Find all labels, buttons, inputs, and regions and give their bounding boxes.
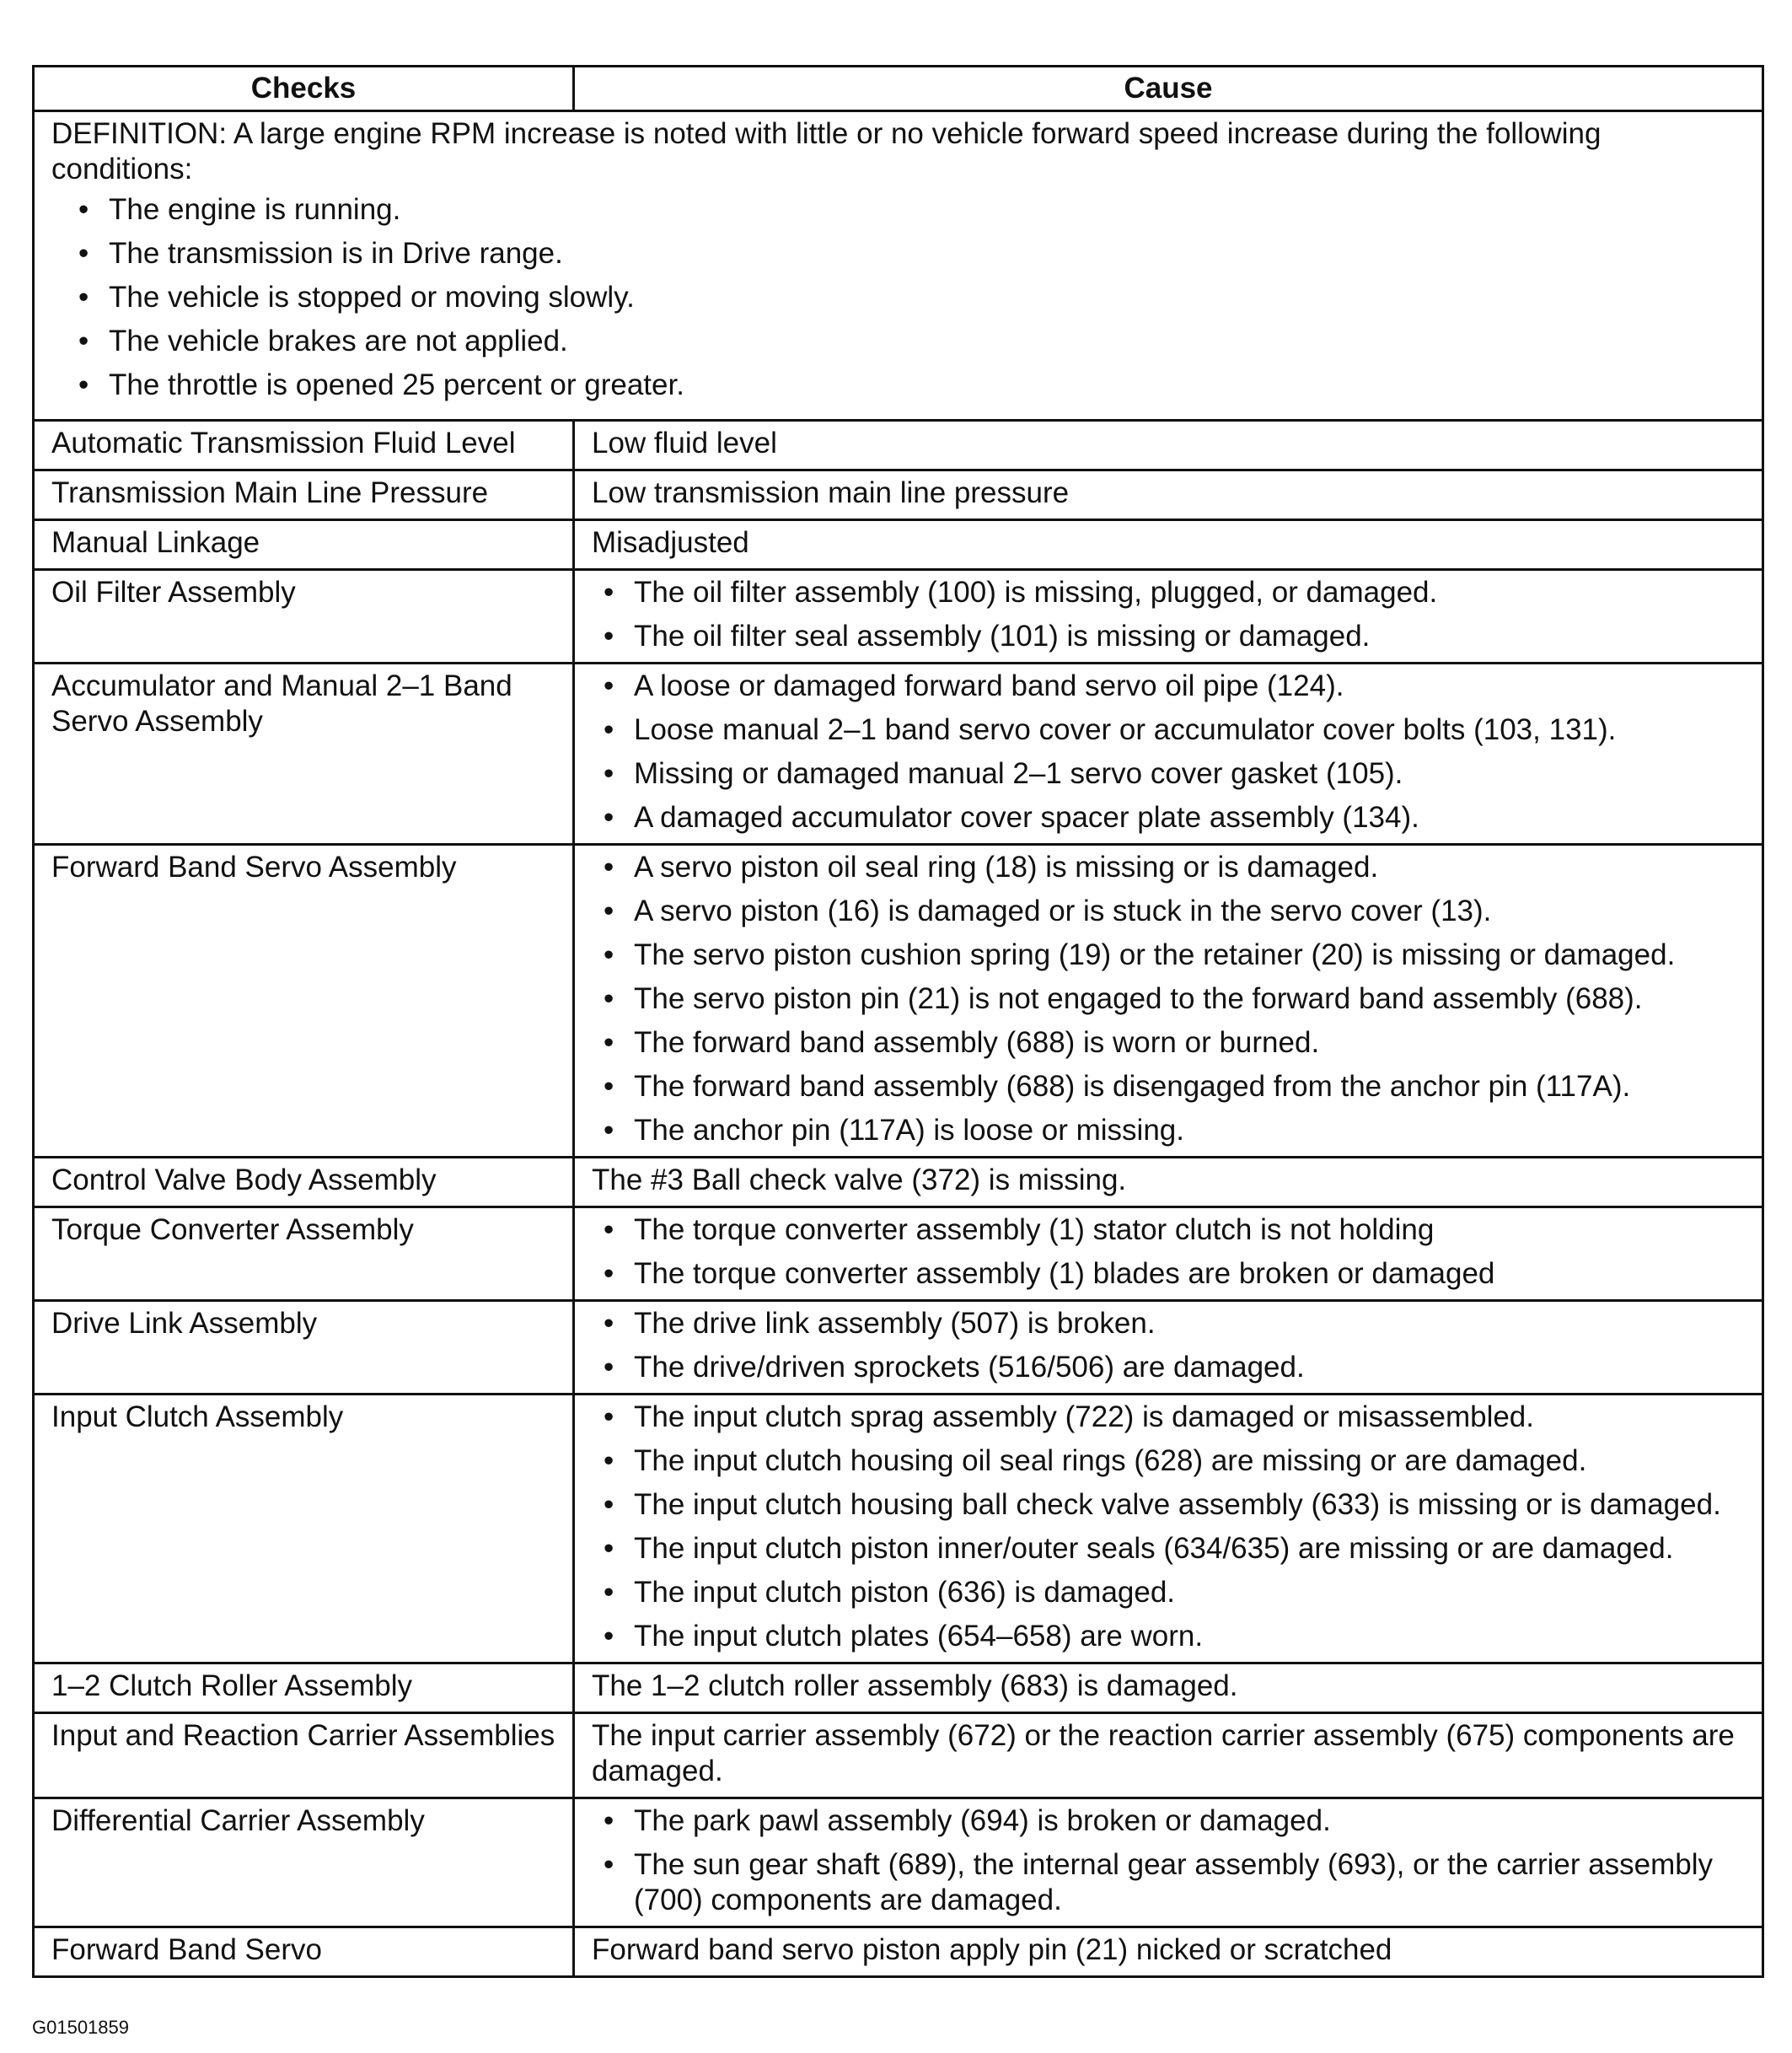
table-row: [34, 845, 1763, 1158]
cause-cell: Low transmission main line pressure: [574, 470, 1763, 520]
header-row: [34, 67, 1763, 111]
header-checks: Checks: [34, 67, 574, 111]
cause-cell: [574, 1798, 1763, 1927]
check-cell: Input Clutch Assembly: [34, 1395, 574, 1663]
check-cell: Automatic Transmission Fluid Level: [34, 421, 574, 470]
table-row: [34, 1927, 1763, 1977]
cause-item: • The sun gear shaft (689), the internal gear assembly (693), or the carrier assembly (700) components are damaged.: [592, 1847, 1745, 1918]
check-cell: Input and Reaction Carrier Assemblies: [34, 1713, 574, 1798]
condition-item: • The engine is running.: [51, 192, 1745, 228]
cause-cell: [574, 845, 1763, 1158]
definition-row: [34, 111, 1763, 421]
cause-item: • The oil filter seal assembly (101) is missing or damaged.: [592, 619, 1745, 654]
condition-item: • The transmission is in Drive range.: [51, 236, 1745, 271]
cause-cell: Misadjusted: [574, 520, 1763, 570]
cause-item: • The input clutch plates (654–658) are worn.: [592, 1619, 1745, 1654]
cause-item: • A servo piston oil seal ring (18) is missing or is damaged.: [592, 850, 1745, 885]
check-cell: Forward Band Servo Assembly: [34, 845, 574, 1158]
condition-item: • The vehicle is stopped or moving slowly.: [51, 280, 1745, 315]
table-row: [34, 570, 1763, 664]
cause-item: • The drive/driven sprockets (516/506) are damaged.: [592, 1350, 1745, 1385]
cause-item: • The forward band assembly (688) is worn or burned.: [592, 1025, 1745, 1061]
cause-item: • The servo piston cushion spring (19) or the retainer (20) is missing or damaged.: [592, 938, 1745, 973]
table-row: [34, 1395, 1763, 1663]
cause-cell: The #3 Ball check valve (372) is missing.: [574, 1158, 1763, 1207]
check-cell: Control Valve Body Assembly: [34, 1158, 574, 1207]
check-cell: Transmission Main Line Pressure: [34, 470, 574, 520]
cause-list: [592, 1306, 1745, 1385]
cause-cell: The 1–2 clutch roller assembly (683) is damaged.: [574, 1663, 1763, 1713]
cause-cell: The input carrier assembly (672) or the reaction carrier assembly (675) components are damaged.: [574, 1713, 1763, 1798]
table-row: [34, 1798, 1763, 1927]
cause-item: • Missing or damaged manual 2–1 servo cover gasket (105).: [592, 756, 1745, 792]
cause-item: • Loose manual 2–1 band servo cover or accumulator cover bolts (103, 131).: [592, 712, 1745, 748]
check-cell: Accumulator and Manual 2–1 Band Servo Assembly: [34, 664, 574, 845]
cause-item: • A loose or damaged forward band servo oil pipe (124).: [592, 669, 1745, 704]
table-row: [34, 1713, 1763, 1798]
table-row: [34, 1158, 1763, 1207]
definition-conditions: [51, 192, 1745, 403]
cause-item: • A servo piston (16) is damaged or is stuck in the servo cover (13).: [592, 894, 1745, 929]
cause-list: [592, 1400, 1745, 1654]
diagnostic-table-container: [32, 65, 1762, 1978]
definition-cell: [34, 111, 1763, 421]
cause-item: • The servo piston pin (21) is not engaged to the forward band assembly (688).: [592, 981, 1745, 1017]
cause-item: • The torque converter assembly (1) blades are broken or damaged: [592, 1256, 1745, 1292]
table-row: [34, 1301, 1763, 1395]
check-cell: Drive Link Assembly: [34, 1301, 574, 1395]
cause-item: • The torque converter assembly (1) stator clutch is not holding: [592, 1212, 1745, 1248]
definition-text: DEFINITION: A large engine RPM increase is noted with little or no vehicle forward speed increase during the following conditions:: [51, 117, 1602, 185]
condition-item: • The throttle is opened 25 percent or greater.: [51, 368, 1745, 403]
table-row: [34, 1207, 1763, 1301]
table-body: [34, 111, 1763, 1977]
table-row: [34, 520, 1763, 570]
table-row: [34, 1663, 1763, 1713]
cause-item: • The anchor pin (117A) is loose or missing.: [592, 1113, 1745, 1148]
cause-item: • The drive link assembly (507) is broken.: [592, 1306, 1745, 1341]
check-cell: Differential Carrier Assembly: [34, 1798, 574, 1927]
cause-cell: [574, 1207, 1763, 1301]
check-cell: Torque Converter Assembly: [34, 1207, 574, 1301]
cause-item: • The forward band assembly (688) is disengaged from the anchor pin (117A).: [592, 1069, 1745, 1104]
cause-cell: [574, 1301, 1763, 1395]
cause-item: • The park pawl assembly (694) is broken or damaged.: [592, 1803, 1745, 1839]
cause-item: • The input clutch sprag assembly (722) is damaged or misassembled.: [592, 1400, 1745, 1435]
cause-item: • The input clutch piston inner/outer seals (634/635) are missing or are damaged.: [592, 1531, 1745, 1567]
check-cell: Forward Band Servo: [34, 1927, 574, 1977]
cause-list: [592, 1803, 1745, 1918]
cause-item: • The input clutch housing ball check valve assembly (633) is missing or is damaged.: [592, 1487, 1745, 1523]
header-cause: Cause: [574, 67, 1763, 111]
diagnostic-table: [32, 65, 1764, 1978]
check-cell: 1–2 Clutch Roller Assembly: [34, 1663, 574, 1713]
cause-cell: [574, 1395, 1763, 1663]
cause-list: [592, 1212, 1745, 1292]
cause-list: [592, 575, 1745, 654]
cause-list: [592, 850, 1745, 1148]
table-row: [34, 664, 1763, 845]
cause-cell: [574, 570, 1763, 664]
check-cell: Oil Filter Assembly: [34, 570, 574, 664]
cause-cell: [574, 664, 1763, 845]
cause-list: [592, 669, 1745, 836]
cause-item: • The input clutch housing oil seal rings (628) are missing or are damaged.: [592, 1443, 1745, 1479]
table-row: [34, 470, 1763, 520]
check-cell: Manual Linkage: [34, 520, 574, 570]
cause-item: • The oil filter assembly (100) is missing, plugged, or damaged.: [592, 575, 1745, 610]
condition-item: • The vehicle brakes are not applied.: [51, 324, 1745, 359]
cause-cell: Low fluid level: [574, 421, 1763, 470]
cause-item: • A damaged accumulator cover spacer plate assembly (134).: [592, 800, 1745, 836]
figure-id: G01501859: [32, 2017, 129, 2038]
cause-cell: Forward band servo piston apply pin (21) nicked or scratched: [574, 1927, 1763, 1977]
cause-item: • The input clutch piston (636) is damaged.: [592, 1575, 1745, 1610]
table-row: [34, 421, 1763, 470]
